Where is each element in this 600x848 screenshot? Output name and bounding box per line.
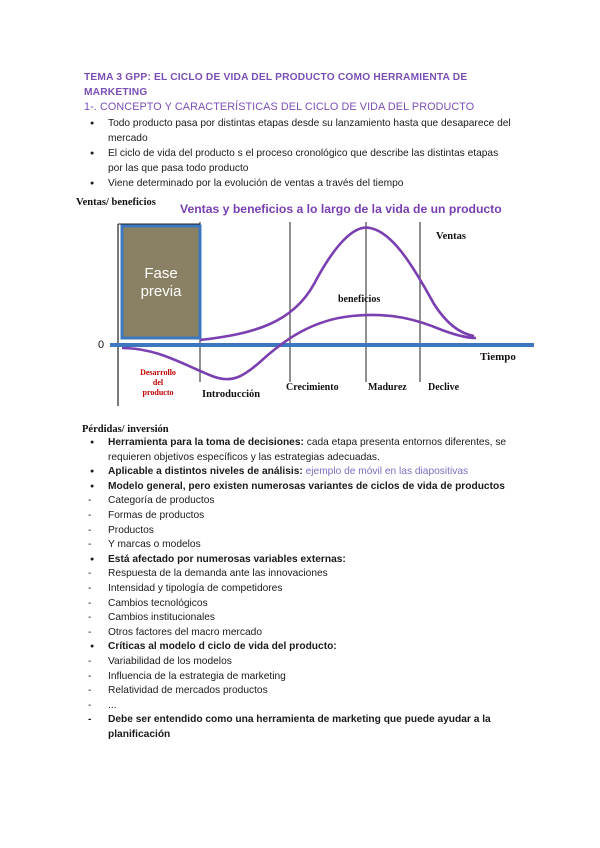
x-axis-label: Tiempo [480, 351, 516, 363]
list-item: - Productos [84, 524, 524, 539]
pre-phase-line2: previa [140, 283, 182, 300]
y-label-top: Ventas/ beneficios [76, 197, 156, 208]
intro-bullet: ● Viene determinado por la evolución de ventas a través del tiempo [84, 176, 514, 191]
list-item: - Formas de productos [84, 509, 524, 524]
stage-maturity: Madurez [368, 382, 407, 393]
pre-phase-line1: Fase [144, 265, 178, 282]
item-bold: Modelo general, pero existen numerosas variantes de ciclos de vida de productos [108, 480, 505, 492]
pre-phase-box [122, 226, 200, 338]
list-item: - Respuesta de la demanda ante las innovaciones [84, 567, 524, 582]
sales-curve-label: Ventas [436, 231, 466, 242]
stage-introduction: Introducción [202, 389, 261, 400]
zero-label: 0 [98, 339, 105, 351]
slides-example-link[interactable]: ejemplo de móvil en las diapositivas [302, 466, 469, 478]
item-text: cada etapa presenta entornos diferentes, se requieren objetivos específicos y las estrategias adecuadas. [108, 437, 507, 463]
y-label-bottom: Pérdidas/ inversión [82, 424, 169, 434]
intro-bullet: ● El ciclo de vida del producto s el proceso cronológico que describe las distintas etapas por las que pasa todo producto [84, 146, 514, 176]
product-life-cycle-figure [62, 194, 538, 434]
list-item: - Influencia de la estrategia de marketing [84, 670, 524, 685]
item-bold: Críticas al modelo d ciclo de vida del producto: [108, 641, 337, 653]
intro-bullet: ● Todo producto pasa por distintas etapas desde su lanzamiento hasta que desaparece del mercado [84, 116, 514, 146]
development-label-3: producto [142, 388, 174, 397]
figure-title: Ventas y beneficios a lo largo de la vida de un producto [180, 202, 502, 216]
list-item: - Intensidad y tipología de competidores [84, 582, 524, 597]
list-item: - ... [84, 699, 524, 714]
list-item [84, 480, 524, 495]
list-item: - Cambios institucionales [84, 611, 524, 626]
list-item: - Y marcas o modelos [84, 538, 524, 553]
list-item [84, 553, 524, 568]
list-item: - Relatividad de mercados productos [84, 684, 524, 699]
stage-growth: Crecimiento [286, 382, 339, 393]
list-item: - Otros factores del macro mercado [84, 626, 524, 641]
item-bold: Aplicable a distintos niveles de análisis: [108, 466, 303, 478]
main-list [84, 436, 524, 742]
stage-decline: Declive [428, 382, 460, 393]
list-item [84, 465, 524, 480]
list-item: - Cambios tecnológicos [84, 597, 524, 612]
section-heading: 1-. CONCEPTO Y CARACTERÍSTICAS DEL CICLO DE VIDA DEL PRODUCTO [84, 101, 475, 113]
development-label-1: Desarrollo [140, 368, 176, 377]
list-item: - Categoría de productos [84, 494, 524, 509]
list-item: - Debe ser entendido como una herramienta de marketing que puede ayudar a la planificación [84, 713, 524, 742]
sales-curve [200, 228, 474, 340]
intro-bullet-list [84, 116, 514, 191]
profit-curve-label: beneficios [338, 294, 381, 305]
list-item: - Variabilidad de los modelos [84, 655, 524, 670]
list-item [84, 640, 524, 655]
list-item [84, 436, 524, 465]
document-title: TEMA 3 GPP: EL CICLO DE VIDA DEL PRODUCTO COMO HERRAMIENTA DE MARKETING [84, 72, 468, 98]
item-bold: Está afectado por numerosas variables externas: [108, 553, 346, 565]
development-label-2: del [152, 378, 164, 387]
item-bold: Herramienta para la toma de decisiones: [108, 437, 304, 448]
